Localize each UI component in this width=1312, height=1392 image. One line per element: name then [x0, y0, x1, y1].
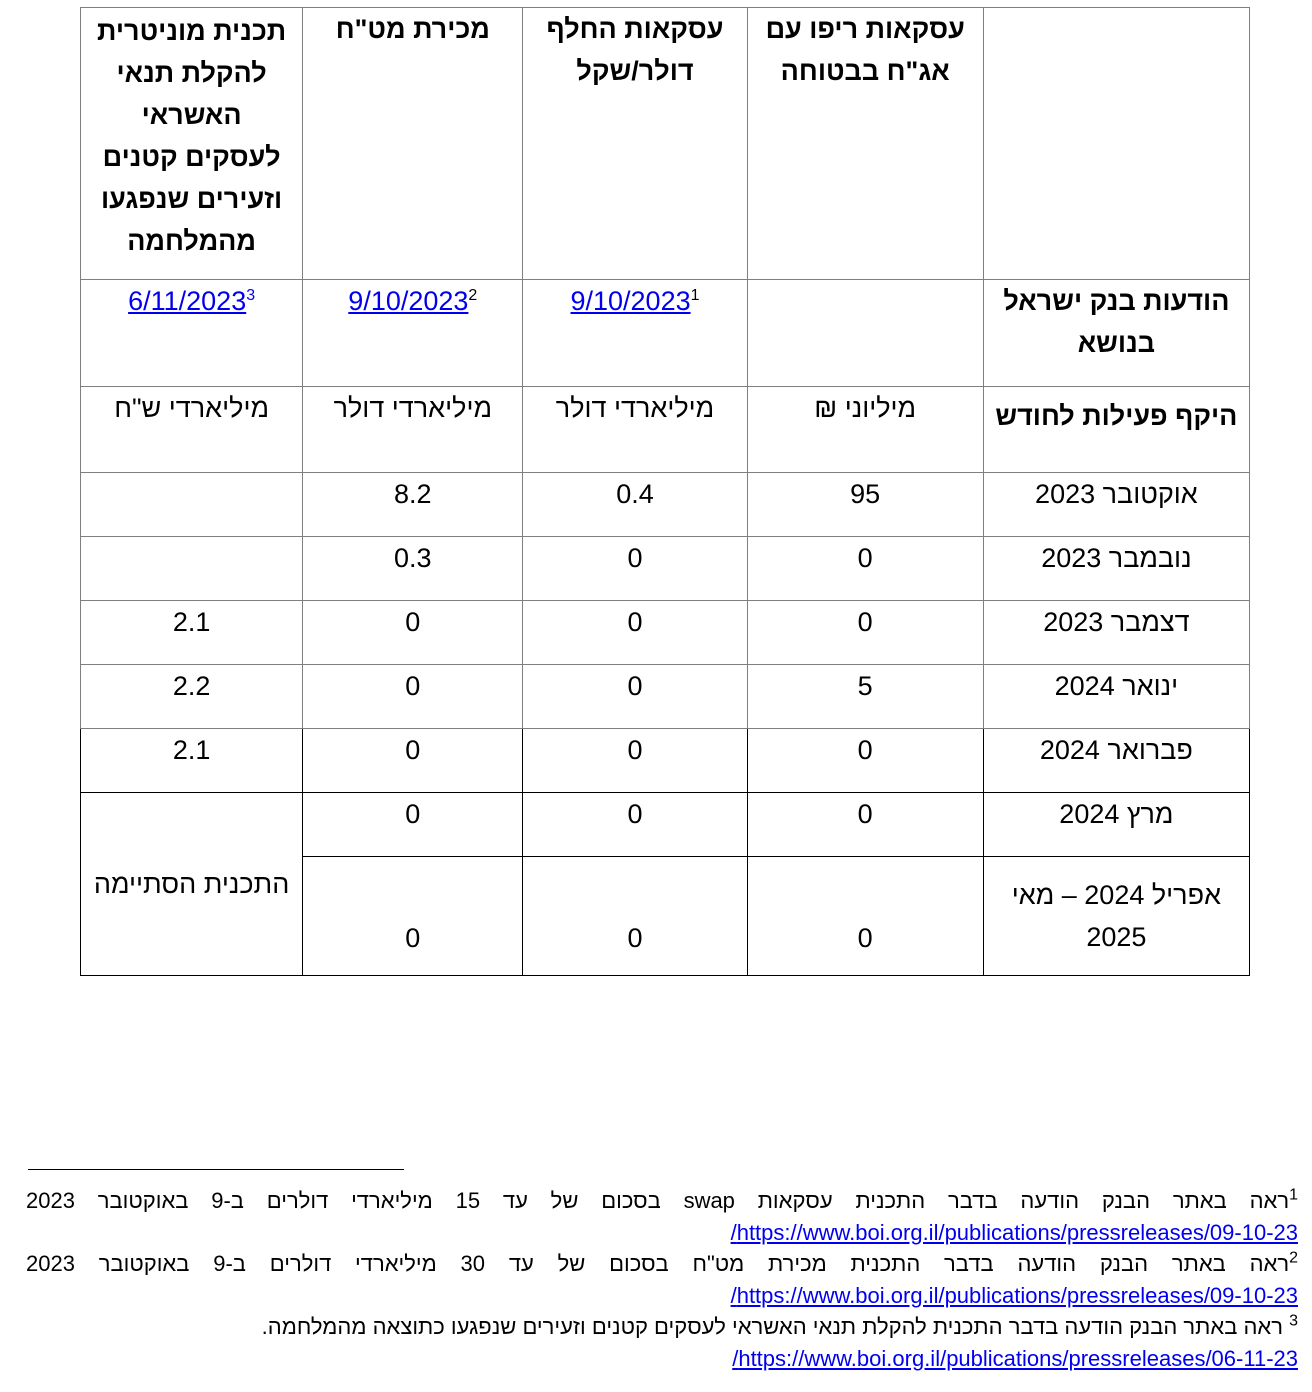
program-cell: 2.1 — [81, 729, 303, 793]
month-cell: פברואר 2024 — [983, 729, 1249, 793]
units-label: היקף פעילות לחודש — [983, 387, 1249, 473]
announcement-swap-cell — [523, 280, 747, 387]
repo-cell: 0 — [747, 729, 983, 793]
unit-program: מיליארדי ש"ח — [81, 387, 303, 473]
announcement-program-link[interactable]: 6/11/2023 — [128, 286, 247, 316]
swap-cell: 0 — [523, 857, 747, 976]
header-row — [81, 8, 1250, 280]
swap-cell: 0 — [523, 601, 747, 665]
footnote-number: 2 — [1289, 1249, 1299, 1267]
footnote-number: 3 — [1289, 1312, 1298, 1330]
footnote-link[interactable]: https://www.boi.org.il/publications/pressreleases/09-10-23/ — [730, 1282, 1298, 1308]
repo-cell: 0 — [747, 537, 983, 601]
unit-fx: מיליארדי דולר — [303, 387, 523, 473]
fx-cell: 0 — [303, 857, 523, 976]
footnote-link[interactable]: https://www.boi.org.il/publications/pressreleases/09-10-23/ — [730, 1219, 1298, 1245]
month-cell: אפריל 2024 – מאי 2025 — [983, 857, 1249, 976]
header-swap: עסקאות החלף דולר/שקל — [523, 8, 747, 280]
fx-cell: 0 — [303, 665, 523, 729]
repo-cell: 5 — [747, 665, 983, 729]
announcements-label: הודעות בנק ישראל בנושא — [983, 280, 1249, 387]
program-cell — [81, 537, 303, 601]
header-monetary-program: תכנית מוניטרית להקלת תנאי האשראי לעסקים קטנים וזעירים שנפגעו מהמלחמה — [81, 8, 303, 280]
swap-cell: 0 — [523, 729, 747, 793]
announcement-fx-cell — [303, 280, 523, 387]
program-cell — [81, 473, 303, 537]
swap-cell: 0 — [523, 665, 747, 729]
fx-cell: 0.3 — [303, 537, 523, 601]
repo-cell: 0 — [747, 793, 983, 857]
unit-repo: מיליוני ₪ — [747, 387, 983, 473]
program-cell: 2.2 — [81, 665, 303, 729]
footnote-text: ראה באתר הבנק הודעה בדבר התכנית מכירת מט"ח בסכום של עד 30 מיליארדי דולרים ב-9 באוקטובר 2023 — [26, 1251, 1290, 1276]
announcement-repo — [747, 280, 983, 387]
footnote-ref-1[interactable]: 1 — [690, 287, 700, 304]
unit-swap: מיליארדי דולר — [523, 387, 747, 473]
footnote-text: ראה באתר הבנק הודעה בדבר התכנית להקלת תנאי האשראי לעסקים קטנים וזעירים שנפגעו כתוצאה מהמלחמה. — [261, 1314, 1290, 1339]
table-row — [81, 537, 1250, 601]
header-fx-sale: מכירת מט"ח — [303, 8, 523, 280]
table-row — [81, 473, 1250, 537]
month-cell: נובמבר 2023 — [983, 537, 1249, 601]
repo-cell: 95 — [747, 473, 983, 537]
bank-activity-table — [80, 7, 1250, 976]
footnote-number: 1 — [1289, 1186, 1298, 1204]
footnote-link[interactable]: https://www.boi.org.il/publications/pressreleases/06-11-23/ — [732, 1345, 1298, 1371]
footnote-3 — [26, 1311, 1298, 1343]
swap-cell: 0 — [523, 793, 747, 857]
table-row — [81, 601, 1250, 665]
footnote-ref-2[interactable]: 2 — [468, 287, 478, 304]
footnotes — [26, 1185, 1298, 1374]
program-cell: 2.1 — [81, 601, 303, 665]
announcement-swap-link[interactable]: 9/10/2023 — [570, 286, 691, 316]
table-row — [81, 729, 1250, 793]
fx-cell: 0 — [303, 793, 523, 857]
footnote-1 — [26, 1185, 1298, 1217]
month-cell: ינואר 2024 — [983, 665, 1249, 729]
announcement-fx-link[interactable]: 9/10/2023 — [348, 286, 469, 316]
repo-cell: 0 — [747, 857, 983, 976]
month-cell: אוקטובר 2023 — [983, 473, 1249, 537]
footnote-ref-3[interactable]: 3 — [246, 287, 256, 304]
fx-cell: 8.2 — [303, 473, 523, 537]
month-cell: דצמבר 2023 — [983, 601, 1249, 665]
footnote-separator — [28, 1169, 404, 1170]
announcements-row — [81, 280, 1250, 387]
footnote-2 — [26, 1248, 1298, 1280]
footnote-text: ראה באתר הבנק הודעה בדבר התכנית עסקאות swap בסכום של עד 15 מיליארדי דולרים ב-9 באוקטובר 2023 — [26, 1188, 1290, 1213]
swap-cell: 0.4 — [523, 473, 747, 537]
program-ended-cell: התכנית הסתיימה — [81, 793, 303, 976]
fx-cell: 0 — [303, 601, 523, 665]
header-repo: עסקאות ריפו עם אג"ח בבטוחה — [747, 8, 983, 280]
table-row — [81, 793, 1250, 857]
month-cell: מרץ 2024 — [983, 793, 1249, 857]
announcement-program-cell — [81, 280, 303, 387]
repo-cell: 0 — [747, 601, 983, 665]
units-row — [81, 387, 1250, 473]
header-empty-cell — [983, 8, 1249, 280]
table-row — [81, 665, 1250, 729]
fx-cell: 0 — [303, 729, 523, 793]
swap-cell: 0 — [523, 537, 747, 601]
